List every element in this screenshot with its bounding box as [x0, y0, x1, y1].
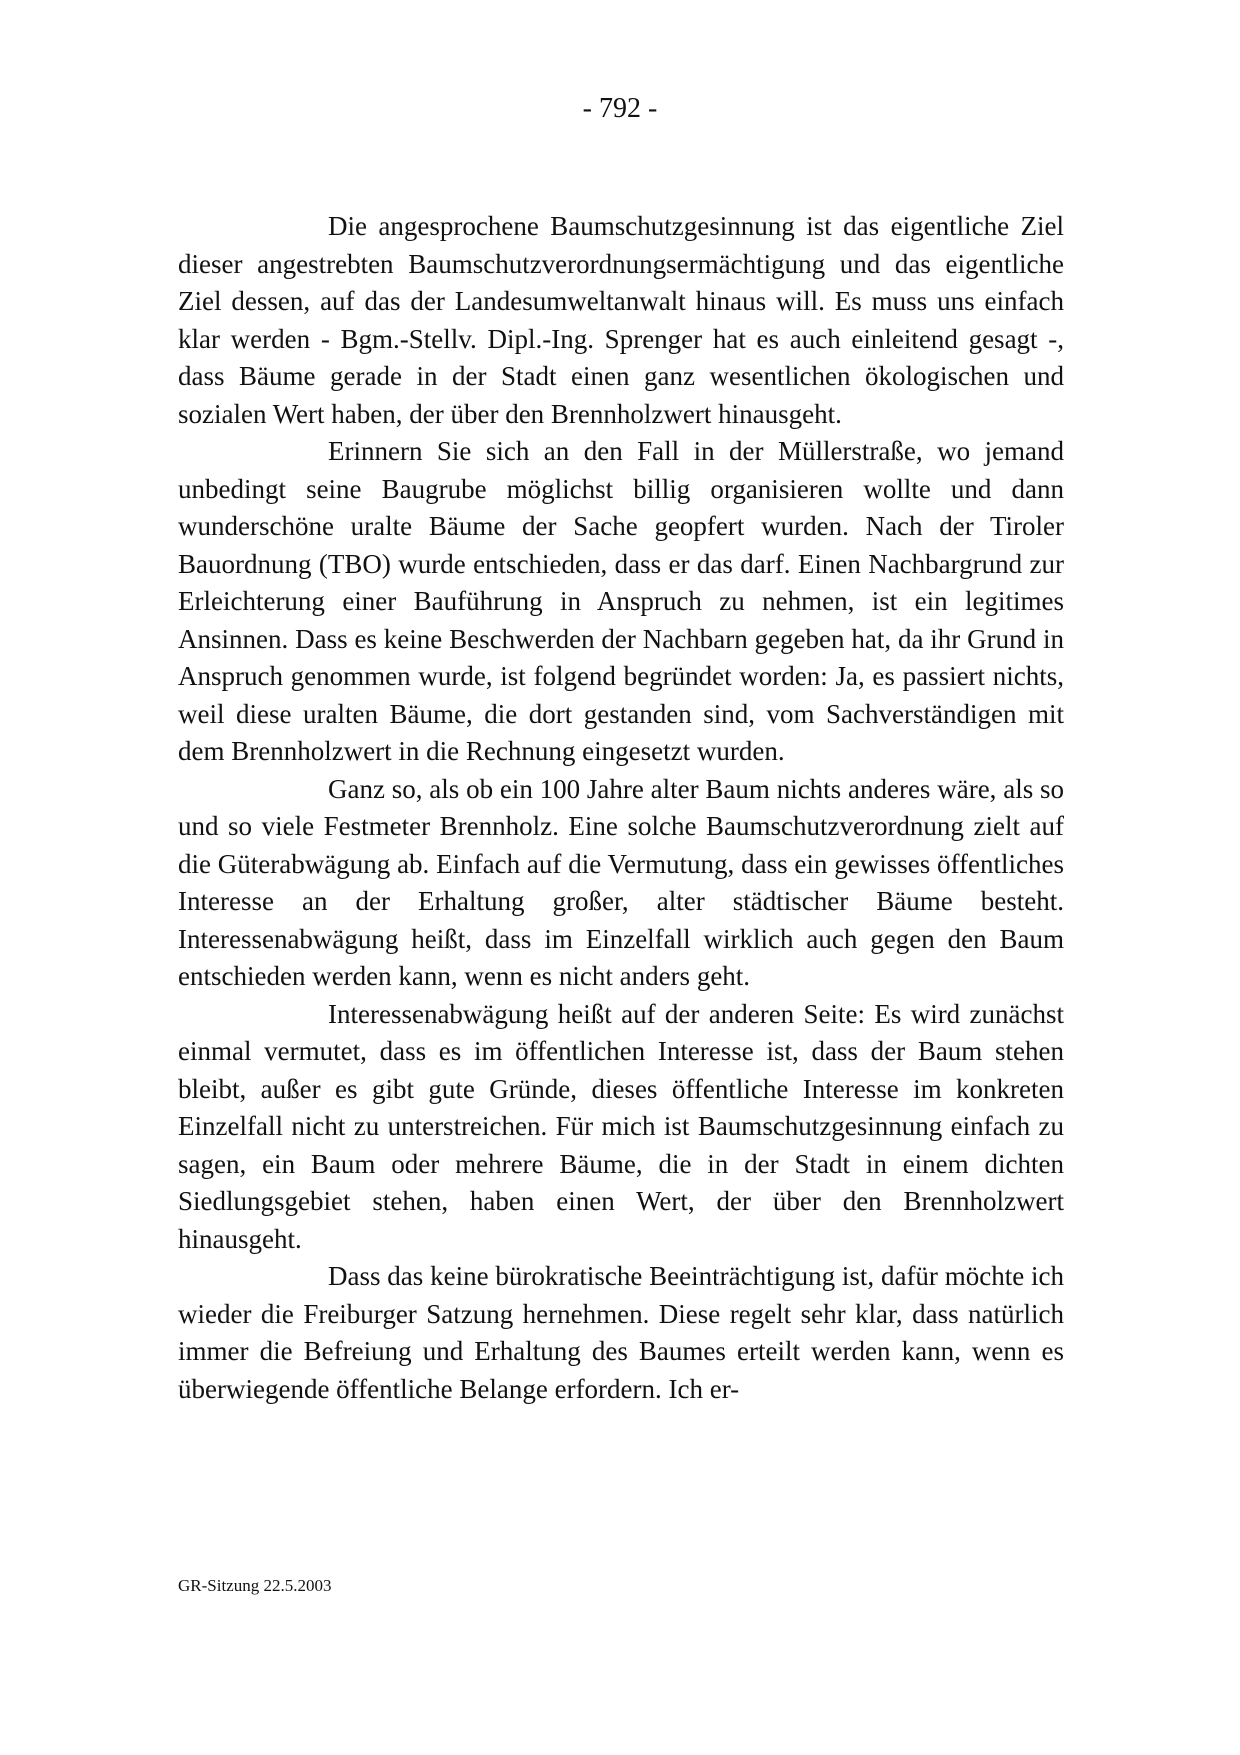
paragraph-5: Dass das keine bürokratische Beeinträchtigung ist, dafür möchte ich wieder die Freiburger Satzung hernehmen. Diese regelt sehr klar, dass natürlich immer die Befreiung und Erhaltung des Baumes erteilt werden kann, wenn es überwiegende öffentliche Belange erfordern. Ich er- [178, 1261, 1064, 1404]
paragraph-3: Ganz so, als ob ein 100 Jahre alter Baum nichts anderes wäre, als so und so viele Festmeter Brennholz. Eine solche Baumschutzverordnung zielt auf die Güterabwägung ab. Einfach auf die Vermutung, dass ein gewisses öffentliches Interesse an der Erhaltung großer, alter städtischer Bäume besteht. Interessenabwägung heißt, dass im Einzelfall wirklich auch gegen den Baum entschieden werden kann, wenn es nicht anders geht. [178, 773, 1064, 991]
paragraph-2: Erinnern Sie sich an den Fall in der Müllerstraße, wo jemand unbedingt seine Baugrube möglichst billig organisieren wollte und dann wunderschöne uralte Bäume der Sache geopfert wurden. Nach der Tiroler Bauordnung (TBO) wurde entschieden, dass er das darf. Einen Nachbargrund zur Erleichterung einer Bauführung in Anspruch zu nehmen, ist ein legitimes Ansinnen. Dass es keine Beschwerden der Nachbarn gegeben hat, da ihr Grund in Anspruch genommen wurde, ist folgend begründet worden: Ja, es passiert nichts, weil diese uralten Bäume, die dort gestanden sind, vom Sachverständigen mit dem Brennholzwert in die Rechnung eingesetzt wurden. [178, 436, 1064, 766]
paragraph-1: Die angesprochene Baumschutzgesinnung ist das eigentliche Ziel dieser angestrebten Baumschutzverordnungsermächtigung und das eigentliche Ziel dessen, auf das der Landesumweltanwalt hinaus will. Es muss uns einfach klar werden - Bgm.-Stellv. Dipl.-Ing. Sprenger hat es auch einleitend gesagt -, dass Bäume gerade in der Stadt einen ganz wesentlichen ökologischen und sozialen Wert haben, der über den Brennholzwert hinausgeht. [178, 211, 1064, 429]
footer-session-date: GR-Sitzung 22.5.2003 [178, 1576, 332, 1595]
paragraph-4: Interessenabwägung heißt auf der anderen Seite: Es wird zunächst einmal vermutet, dass es im öffentlichen Interesse ist, dass der Baum stehen bleibt, außer es gibt gute Gründe, dieses öffentliche Interesse im konkreten Einzelfall nicht zu unterstreichen. Für mich ist Baumschutzgesinnung einfach zu sagen, ein Baum oder mehrere Bäume, die in der Stadt in einem dichten Siedlungsgebiet stehen, haben einen Wert, der über den Brennholzwert hinausgeht. [178, 998, 1064, 1254]
page-number: - 792 - [582, 93, 658, 124]
body-text [178, 208, 1064, 1408]
